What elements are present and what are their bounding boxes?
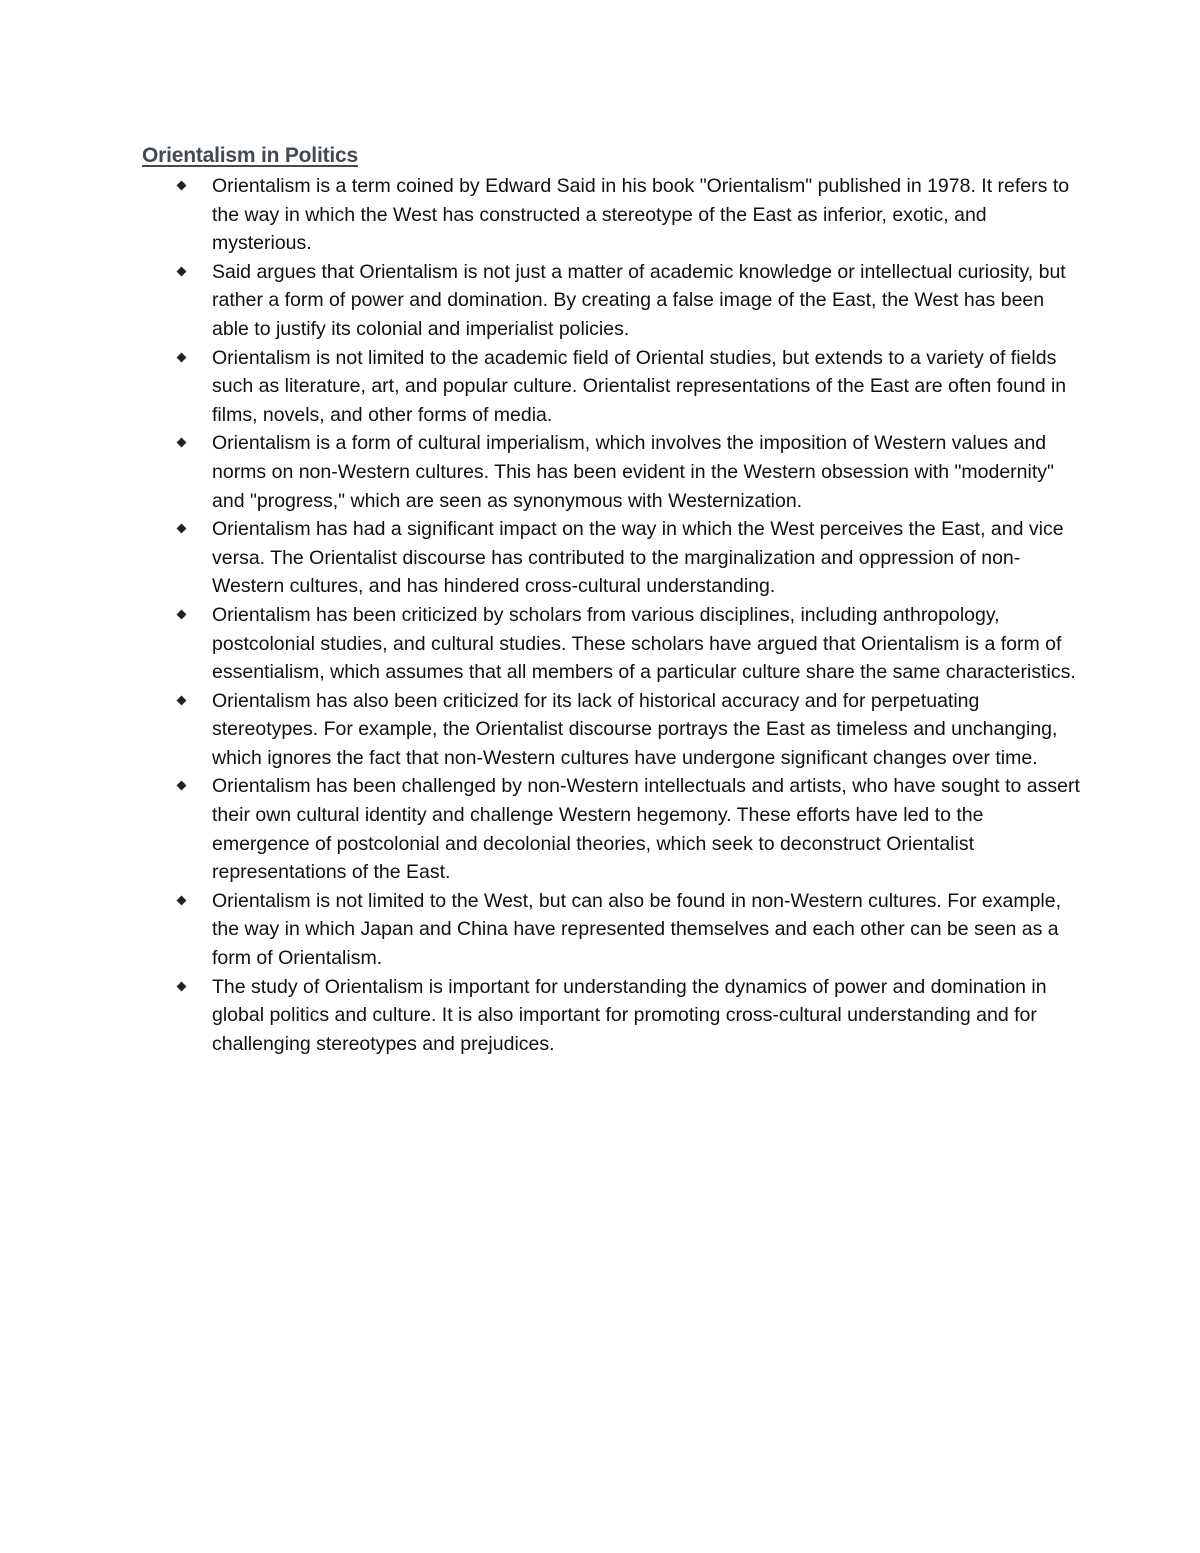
list-item — [212, 772, 1082, 886]
list-item — [212, 687, 1082, 773]
diamond-bullet-icon — [177, 695, 187, 705]
list-item-text: Orientalism has been challenged by non-Western intellectuals and artists, who have sought to assert their own cultural identity and challenge Western hegemony. These efforts have led to the emergence of postcolonial and decolonial theories, which seek to deconstruct Orientalist representations of the East. — [212, 775, 1080, 884]
diamond-bullet-icon — [177, 181, 187, 191]
diamond-bullet-icon — [177, 438, 187, 448]
diamond-bullet-icon — [177, 524, 187, 534]
list-item — [212, 258, 1082, 344]
document-title: Orientalism in Politics — [142, 144, 358, 167]
diamond-bullet-icon — [177, 981, 187, 991]
diamond-bullet-icon — [177, 895, 187, 905]
list-item — [212, 344, 1082, 430]
list-item — [212, 973, 1082, 1059]
list-item-text: The study of Orientalism is important for understanding the dynamics of power and domination in global politics and culture. It is also important for promoting cross-cultural understanding and for challenging stereotypes and prejudices. — [212, 975, 1047, 1055]
list-item — [212, 887, 1082, 973]
diamond-bullet-icon — [177, 266, 187, 276]
list-item — [212, 515, 1082, 601]
diamond-bullet-icon — [177, 609, 187, 619]
list-item — [212, 429, 1082, 515]
list-item-text: Orientalism has also been criticized for its lack of historical accuracy and for perpetuating stereotypes. For example, the Orientalist discourse portrays the East as timeless and unchanging, which ignores the fact that non-Western cultures have undergone significant changes over time. — [212, 689, 1058, 769]
diamond-bullet-icon — [177, 352, 187, 362]
list-item-text: Orientalism is a form of cultural imperialism, which involves the imposition of Western values and norms on non-Western cultures. This has been evident in the Western obsession with "modernity" and "progress," which are seen as synonymous with Westernization. — [212, 432, 1054, 512]
list-item-text: Said argues that Orientalism is not just a matter of academic knowledge or intellectual curiosity, but rather a form of power and domination. By creating a false image of the East, the West has been able to justify its colonial and imperialist policies. — [212, 260, 1066, 340]
list-item-text: Orientalism is not limited to the West, but can also be found in non-Western cultures. For example, the way in which Japan and China have represented themselves and each other can be seen as a form of Orientalism. — [212, 889, 1062, 970]
diamond-bullet-icon — [177, 781, 187, 791]
list-item-text: Orientalism has had a significant impact on the way in which the West perceives the East, and vice versa. The Orientalist discourse has contributed to the marginalization and oppression of non-Western cultures, and has hindered cross-cultural understanding. — [212, 518, 1064, 598]
list-item — [212, 172, 1082, 258]
bullet-list — [212, 172, 1082, 1058]
list-item — [212, 601, 1082, 687]
list-item-text: Orientalism has been criticized by scholars from various disciplines, including anthropology, postcolonial studies, and cultural studies. These scholars have argued that Orientalism is a form of essentialism, which assumes that all members of a particular culture share the same characteristics. — [212, 603, 1076, 684]
list-item-text: Orientalism is a term coined by Edward Said in his book "Orientalism" published in 1978. It refers to the way in which the West has constructed a stereotype of the East as inferior, exotic, and mysterious. — [212, 175, 1070, 255]
list-item-text: Orientalism is not limited to the academic field of Oriental studies, but extends to a variety of fields such as literature, art, and popular culture. Orientalist representations of the East are often found in films, novels, and other forms of media. — [212, 346, 1067, 426]
